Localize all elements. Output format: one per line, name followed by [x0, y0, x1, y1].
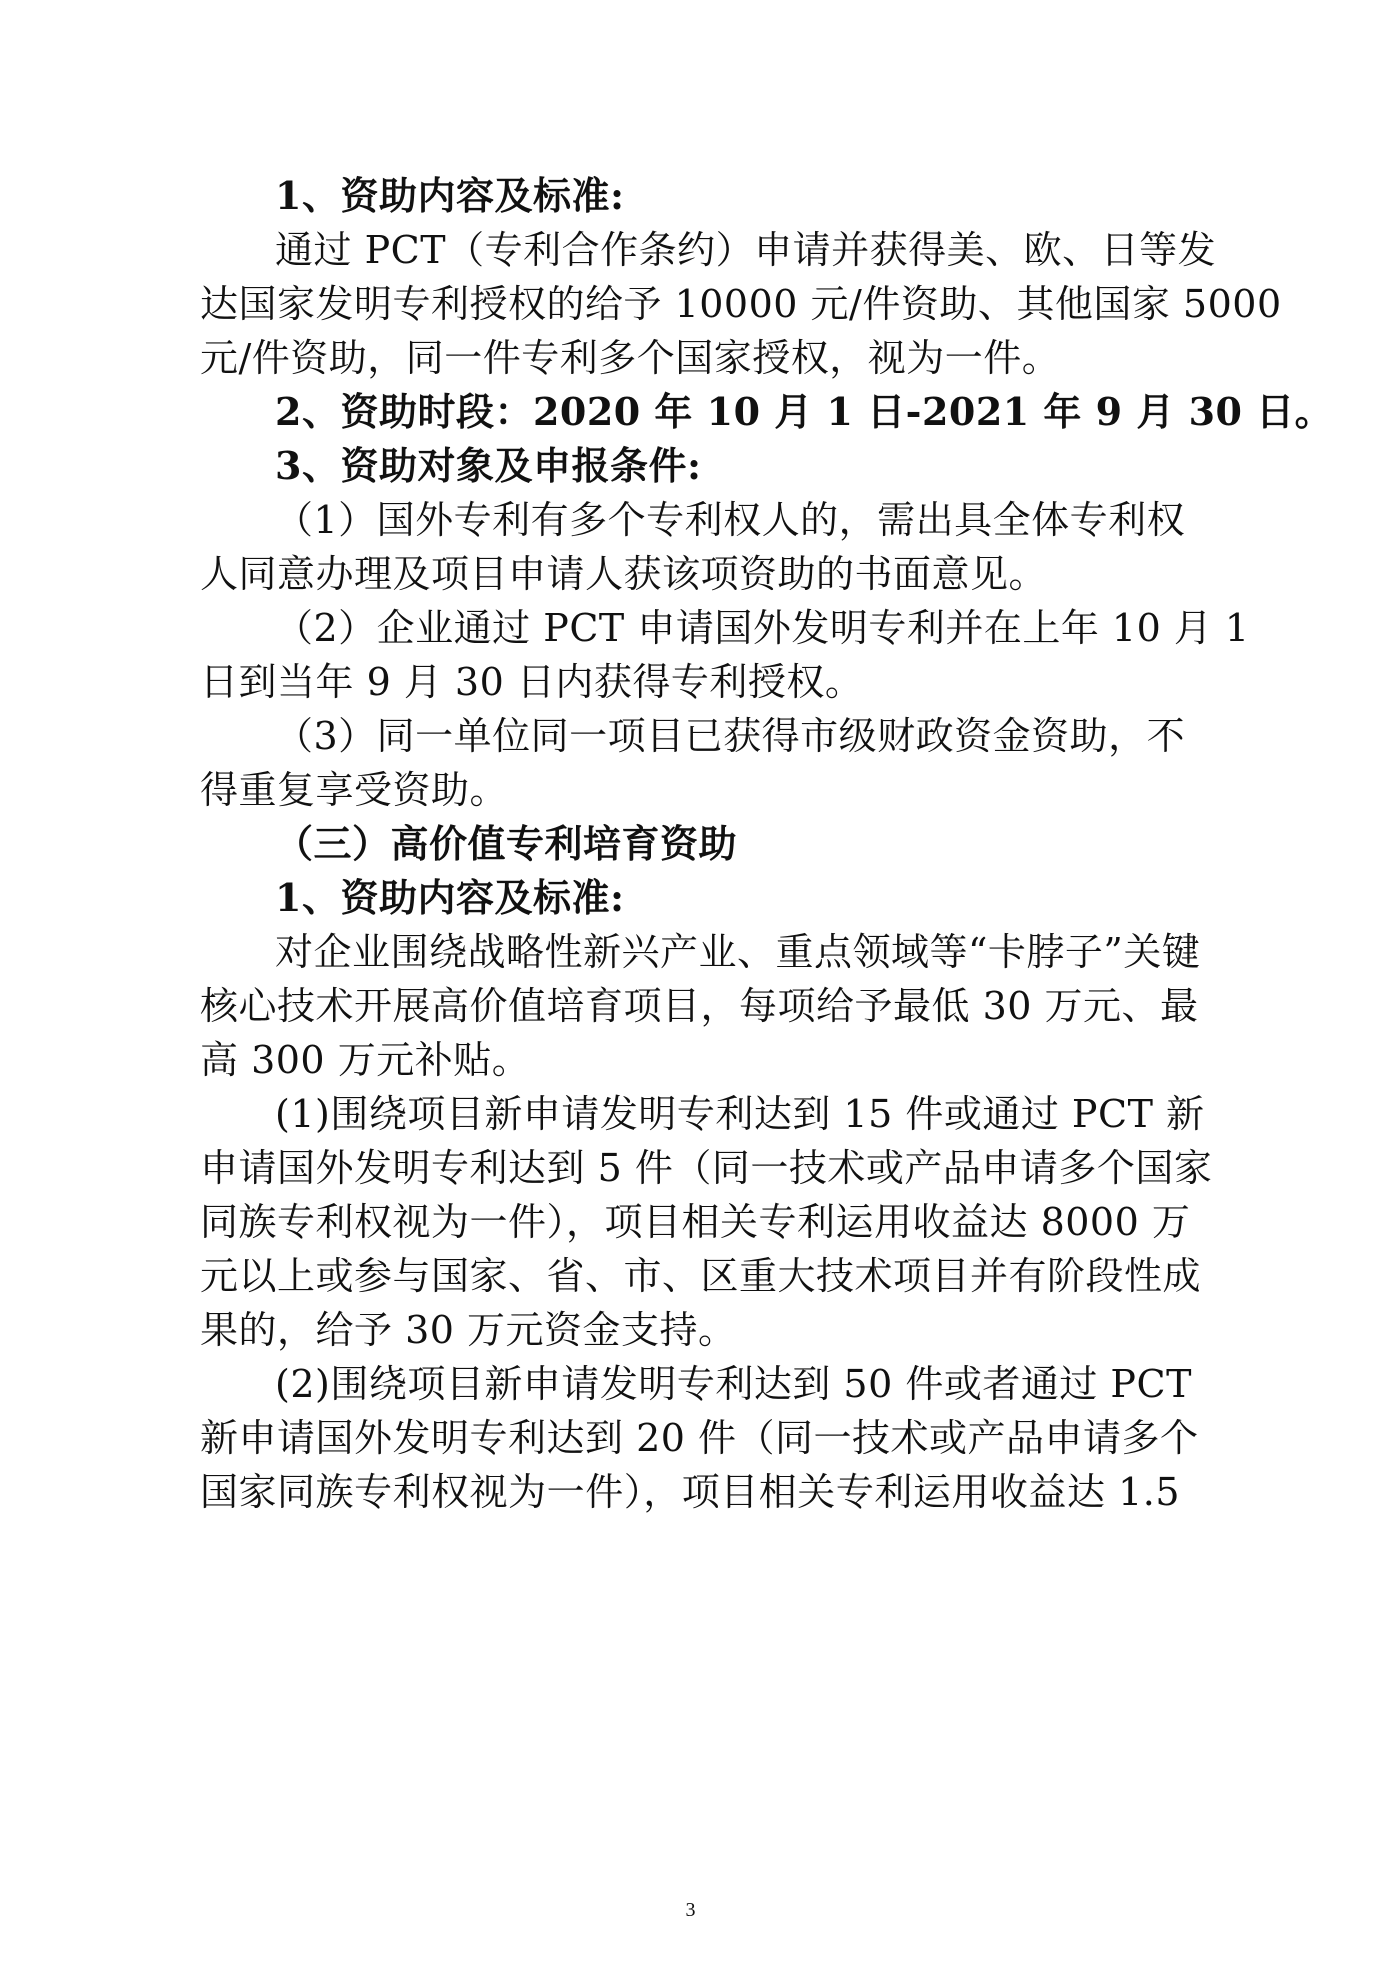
page-number: 3	[685, 1899, 696, 1921]
paragraph-line: 人同意办理及项目申请人获该项资助的书面意见。	[200, 552, 1048, 596]
paragraph-line: （2）企业通过 PCT 申请国外发明专利并在上年 10 月 1	[275, 606, 1250, 650]
paragraph-line: (2)围绕项目新申请发明专利达到 50 件或者通过 PCT	[275, 1362, 1192, 1406]
paragraph-line: 达国家发明专利授权的给予 10000 元/件资助、其他国家 5000	[200, 282, 1282, 326]
item-1-heading: 1、资助内容及标准:	[275, 875, 625, 920]
paragraph-line: 国家同族专利权视为一件），项目相关专利运用收益达 1.5	[200, 1470, 1180, 1514]
paragraph-line: 通过 PCT（专利合作条约）申请并获得美、欧、日等发	[275, 228, 1217, 272]
paragraph-line: 同族专利权视为一件），项目相关专利运用收益达 8000 万	[200, 1200, 1191, 1244]
paragraph-line: （1）国外专利有多个专利权人的，需出具全体专利权	[275, 498, 1186, 542]
item-2-heading: 2、资助时段：2020 年 10 月 1 日-2021 年 9 月 30 日。	[275, 389, 1334, 434]
paragraph-line: 新申请国外发明专利达到 20 件（同一技术或产品申请多个	[200, 1416, 1199, 1460]
paragraph-line: （3）同一单位同一项目已获得市级财政资金资助，不	[275, 714, 1186, 758]
paragraph-line: (1)围绕项目新申请发明专利达到 15 件或通过 PCT 新	[275, 1092, 1205, 1136]
paragraph-line: 得重复享受资助。	[200, 768, 509, 812]
paragraph-line: 元/件资助，同一件专利多个国家授权，视为一件。	[200, 336, 1061, 380]
paragraph-line: 高 300 万元补贴。	[200, 1038, 531, 1082]
paragraph-line: 元以上或参与国家、省、市、区重大技术项目并有阶段性成	[200, 1254, 1202, 1298]
item-1-heading: 1、资助内容及标准:	[275, 173, 625, 218]
paragraph-line: 果的，给予 30 万元资金支持。	[200, 1308, 737, 1352]
item-3-heading: 3、资助对象及申报条件:	[275, 443, 702, 488]
paragraph-line: 日到当年 9 月 30 日内获得专利授权。	[200, 660, 864, 704]
paragraph-line: 核心技术开展高价值培育项目，每项给予最低 30 万元、最	[200, 984, 1199, 1028]
section-3-heading: （三）高价值专利培育资助	[275, 821, 738, 866]
paragraph-line: 对企业围绕战略性新兴产业、重点领域等“卡脖子”关键	[275, 930, 1201, 974]
paragraph-line: 申请国外发明专利达到 5 件（同一技术或产品申请多个国家	[200, 1146, 1213, 1190]
